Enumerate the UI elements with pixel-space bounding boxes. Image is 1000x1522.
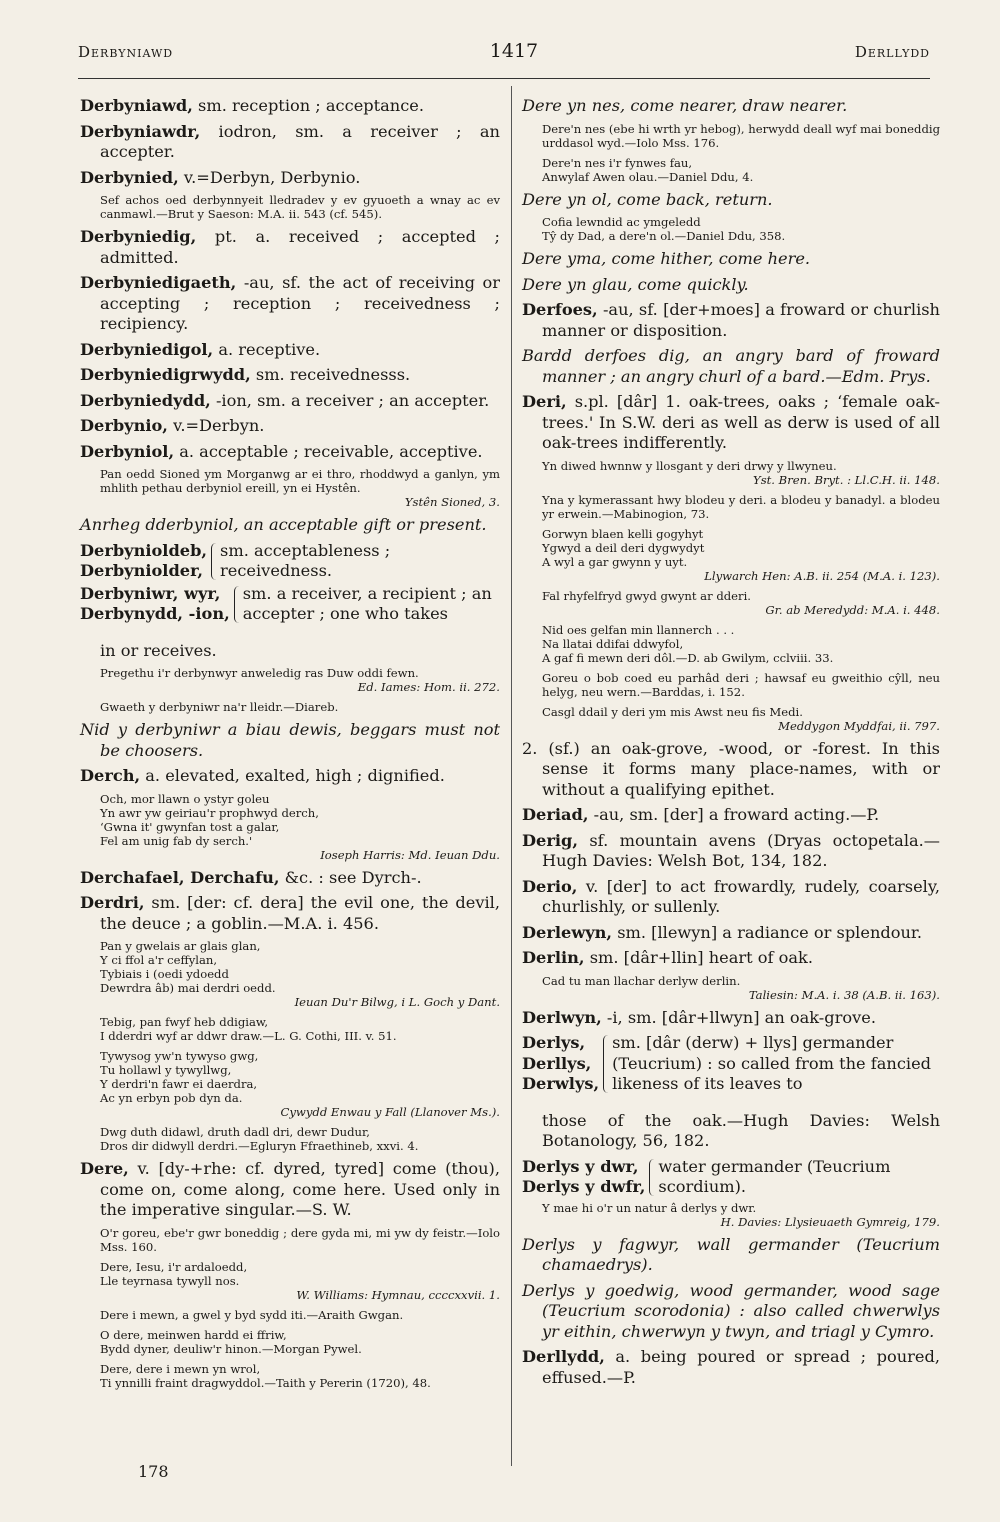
dictionary-entry — [522, 392, 940, 454]
citation-line: Ac yn erbyn pob dyn da. — [100, 1091, 243, 1106]
dictionary-entry — [80, 227, 500, 268]
headword-group — [522, 1157, 645, 1198]
dictionary-entry — [80, 442, 500, 463]
citation-source: Taliesin: M.A. i. 38 (A.B. ii. 163). — [748, 987, 940, 1002]
dictionary-entry — [522, 805, 940, 826]
citation-block — [100, 1226, 500, 1254]
citation-block — [100, 1260, 500, 1302]
idiom-entry: Bardd derfoes dig, an angry bard of froward manner ; an angry churl of a bard.—Edm. Prys. — [522, 346, 940, 386]
citation-line: Dros dir didwyll derdri.—Egluryn Ffraethineb, xxvi. 4. — [100, 1139, 419, 1154]
headword: Derllys, — [522, 1053, 592, 1073]
headword: Derlys, — [522, 1033, 586, 1052]
citation-block — [100, 193, 500, 221]
citation-line: Anwylaf Awen olau.—Daniel Ddu, 4. — [542, 169, 754, 184]
headword: Derbyniedigaeth, — [80, 273, 237, 292]
citation-source: Gr. ab Meredydd: M.A. i. 448. — [765, 602, 940, 617]
braced-entry — [80, 584, 500, 625]
dictionary-entry — [80, 340, 500, 361]
definition: a. elevated, exalted, high ; dignified. — [140, 766, 445, 786]
brace-mark — [649, 1159, 654, 1196]
citation-block — [542, 589, 940, 617]
headword-group — [522, 1033, 599, 1095]
definition: v. [der] to act frowardly, rudely, coarsely, churlishly, or sullenly. — [542, 876, 940, 916]
headword: Derwlys, — [522, 1074, 600, 1093]
citation-line: Dere'n nes i'r fynwes fau, — [542, 155, 693, 170]
citation-line: Na llatai ddifai ddwyfol, — [542, 636, 684, 651]
braced-entry — [80, 541, 500, 582]
citation-block — [542, 527, 940, 583]
citation-line: Pan oedd Sioned ym Morganwg ar ei thro, rhoddwyd a ganlyn, ym mhlith pethau derbyniol ereill, yn ei Hystên. — [100, 467, 500, 495]
definition: water germander (Teucrium scordium). — [658, 1156, 891, 1197]
citation-line: Tebig, pan fwyf heb ddigiaw, — [100, 1015, 269, 1030]
citation-block — [542, 974, 940, 1002]
headword: Derbyniedigol, — [80, 339, 214, 359]
citation-block — [542, 122, 940, 150]
headword: Derbyniawdr, — [80, 121, 201, 141]
page-number: 1417 — [489, 40, 539, 62]
running-head-left: Derbyniawd — [78, 43, 174, 61]
headword: Derbyniedydd, — [80, 390, 211, 410]
citation-line: Fel am unig fab dy serch.' — [100, 833, 253, 848]
citation-line: Gorwyn blaen kelli gogyhyt — [542, 526, 704, 541]
dictionary-entry — [80, 416, 500, 437]
dictionary-entry — [522, 739, 940, 801]
citation-line: O'r goreu, ebe'r gwr boneddig ; dere gyda mi, mi yw dy feistr.—Iolo Mss. 160. — [100, 1225, 500, 1254]
idiom-entry: Dere yn glau, come quickly. — [522, 274, 749, 294]
braced-entry — [522, 1157, 940, 1198]
citation-block — [542, 1201, 940, 1229]
citation-block — [100, 700, 500, 714]
citation-block — [100, 1308, 500, 1322]
citation-source: Yst. Bren. Bryt. : Ll.C.H. ii. 148. — [753, 472, 940, 487]
citation-line: A gaf fi mewn deri dôl.—D. ab Gwilym, cclviii. 33. — [542, 650, 834, 665]
definition: -ion, sm. a receiver ; an accepter. — [210, 390, 490, 410]
citation-line: Pregethu i'r derbynwyr anweledig ras Duw oddi fewn. — [100, 666, 419, 681]
headword: Derdri, — [80, 893, 145, 913]
citation-line: Pan y gwelais ar glais glan, — [100, 939, 261, 954]
definition: v.=Derbyn. — [167, 416, 265, 435]
definition: pt. a. received ; accepted ; admitted. — [100, 227, 500, 267]
headword: Derfoes, — [522, 300, 598, 319]
headword: Derbyniolder, — [80, 561, 204, 580]
dictionary-entry — [80, 893, 500, 934]
citation-block — [100, 1015, 500, 1043]
definition: v. [dy-+rhe: cf. dyred, tyred] come (thou), come on, come along, come here. Used only in the imperative singular.—S. W. — [100, 1159, 500, 1220]
left-column — [80, 96, 500, 1396]
dictionary-entry — [522, 948, 940, 969]
headword: Derbyniedigrwydd, — [80, 365, 251, 384]
citation-block — [100, 939, 500, 1009]
citation-line: Ygwyd a deil deri dygwydyt — [542, 540, 705, 555]
dictionary-entry — [522, 300, 940, 341]
headword: Derio, — [522, 876, 578, 896]
citation-line: Y mae hi o'r un natur â derlys y dwr. — [542, 1200, 757, 1215]
dictionary-entry — [80, 766, 500, 787]
idiom-entry: Dere yma, come hither, come here. — [522, 249, 811, 268]
definition: sm. [llewyn] a radiance or splendour. — [612, 922, 923, 942]
headword: Derlin, — [522, 948, 585, 967]
citation-source: Cywydd Enwau y Fall (Llanover Ms.). — [280, 1105, 500, 1120]
braced-entry — [522, 1033, 940, 1095]
citation-line: Dere'n nes (ebe hi wrth yr hebog), herwydd deall wyf mai boneddig urddasol wyd.—Iolo Mss. 176. — [542, 121, 940, 150]
dictionary-entry — [80, 273, 500, 335]
definition: a. being poured or spread ; poured, effused.—P. — [542, 1347, 940, 1387]
definition: sm. [dâr (derw) + llys] germander (Teucrium) : so called from the fancied likeness of its leaves to — [612, 1033, 932, 1093]
citation-block — [542, 156, 940, 184]
headword: Derbynio, — [80, 416, 168, 435]
idiom-entry: Dere yn nes, come nearer, draw nearer. — [522, 96, 848, 115]
headword: Derlys y dwr, — [522, 1156, 639, 1176]
citation-source: Ed. Iames: Hom. ii. 272. — [357, 680, 500, 695]
headword: Derbyniawd, — [80, 96, 193, 115]
citation-source: H. Davies: Llysieuaeth Gymreig, 179. — [720, 1214, 940, 1229]
citation-line: Dere, dere i mewn yn wrol, — [100, 1361, 261, 1376]
headword: Derlwyn, — [522, 1007, 602, 1027]
citation-line: Goreu o bob coed eu parhâd deri ; hawsaf eu gweithio cŷll, neu helyg, neu wern.—Barddas, i. 152. — [542, 670, 940, 699]
definition: v.=Derbyn, Derbynio. — [178, 167, 361, 187]
definition: -au, sf. the act of receiving or accepting ; reception ; receivedness ; recipiency. — [100, 273, 500, 333]
headword: Deri, — [522, 392, 567, 411]
headword: Deriad, — [522, 805, 589, 824]
dictionary-entry — [80, 365, 500, 386]
citation-line: Cofia lewndid ac ymgeledd — [542, 215, 701, 229]
idiom-entry: Nid y derbyniwr a biau dewis, beggars must not be choosers. — [80, 720, 500, 760]
definition: iodron, sm. a receiver ; an accepter. — [100, 121, 500, 161]
definition: -au, sf. [der+moes] a froward or churlish manner or disposition. — [542, 300, 940, 340]
idiom-entry: Derlys y fagwyr, wall germander (Teucrium chamaedrys). — [522, 1234, 940, 1275]
citation-line: Bydd dyner, deuliw'r hinon.—Morgan Pywel. — [100, 1341, 362, 1356]
citation-line: Nid oes gelfan min llannerch . . . — [542, 622, 735, 637]
dictionary-entry — [80, 122, 500, 163]
running-head — [78, 40, 930, 72]
citation-source: Ioseph Harris: Md. Ieuan Ddu. — [320, 847, 500, 862]
citation-source: Meddygon Myddfai, ii. 797. — [778, 718, 940, 733]
citation-block — [100, 792, 500, 862]
citation-block — [542, 459, 940, 487]
definition: sf. mountain avens (Dryas octopetala.—Hugh Davies: Welsh Bot, 134, 182. — [542, 830, 940, 870]
citation-block — [100, 1362, 500, 1390]
definition: 2. (sf.) an oak-grove, -wood, or -forest. In this sense it forms many place-names, with or without a qualifying epithet. — [522, 738, 940, 799]
dictionary-entry — [80, 168, 500, 189]
definition-continuation: those of the oak.—Hugh Davies: Welsh Botanology, 56, 182. — [542, 1110, 940, 1151]
citation-block — [542, 671, 940, 699]
citation-line: I dderdri wyf ar ddwr draw.—L. G. Cothi, III. v. 51. — [100, 1029, 397, 1044]
definition: sm. [dâr+llin] heart of oak. — [584, 948, 813, 967]
definition: sm. a receiver, a recipient ; an accepter ; one who takes — [242, 583, 492, 623]
column-divider — [511, 86, 512, 1466]
idiom-entry: Dere yn ol, come back, return. — [522, 189, 773, 209]
dictionary-entry — [522, 877, 940, 918]
dictionary-entry — [522, 831, 940, 872]
citation-line: Tywysog yw'n tywyso gwg, — [100, 1049, 259, 1064]
headword: Derbynydd, -ion, — [80, 604, 230, 623]
headword: Derch, — [80, 766, 141, 786]
dictionary-entry — [80, 868, 500, 889]
citation-source: W. Williams: Hymnau, ccccxxvii. 1. — [296, 1287, 500, 1302]
dictionary-entry — [80, 1159, 500, 1221]
citation-block — [100, 666, 500, 694]
citation-line: O dere, meinwen hardd ei ffriw, — [100, 1327, 287, 1342]
citation-line: Yn diwed hwnnw y llosgant y deri drwy y llwyneu. — [542, 458, 837, 473]
definition: a. receptive. — [213, 339, 321, 359]
header-rule — [78, 78, 930, 79]
headword: Derbyniedig, — [80, 227, 197, 246]
citation-line: Tŷ dy Dad, a dere'n ol.—Daniel Ddu, 358. — [542, 229, 786, 243]
citation-line: Y derdri'n fawr ei daerdra, — [100, 1077, 258, 1092]
citation-line: Sef achos oed derbynnyeit lledradev y ev gyuoeth a wnay ac ev canmawl.—Brut y Saeson: M.A. ii. 543 (cf. 545). — [100, 193, 500, 221]
citation-line: Ti ynnilli fraint dragwyddol.—Taith y Pererin (1720), 48. — [100, 1375, 431, 1390]
brace-mark — [234, 586, 239, 623]
dictionary-entry — [522, 923, 940, 944]
dictionary-entry — [522, 1008, 940, 1029]
brace-mark — [211, 543, 216, 580]
citation-line: Casgl ddail y deri ym mis Awst neu fis Medi. — [542, 704, 803, 719]
citation-block — [542, 623, 940, 665]
citation-block — [542, 493, 940, 521]
citation-source: Ieuan Du'r Bilwg, i L. Goch y Dant. — [294, 995, 500, 1010]
citation-line: Dere, Iesu, i'r ardaloedd, — [100, 1259, 248, 1274]
headword: Derlys y dwfr, — [522, 1177, 646, 1197]
definition: &c. : see Dyrch-. — [279, 867, 422, 887]
headword: Derig, — [522, 830, 578, 850]
headword: Derbyniwr, wyr, — [80, 583, 221, 603]
dictionary-entry — [80, 96, 500, 117]
running-head-right: Derllydd — [854, 43, 930, 61]
definition: s.pl. [dâr] 1. oak-trees, oaks ; ‘female oak-trees.' In S.W. deri as well as derw is used of all oak-trees indifferently. — [542, 392, 940, 452]
right-column — [522, 96, 940, 1393]
dictionary-entry — [80, 391, 500, 412]
definition: sm. reception ; acceptance. — [192, 96, 425, 115]
citation-line: Tybiais i (oedi ydoedd — [100, 967, 229, 982]
citation-line: Dewrdra âb) mai derdri oedd. — [100, 981, 276, 996]
citation-block — [100, 1328, 500, 1356]
citation-line: Lle teyrnasa tywyll nos. — [100, 1273, 240, 1288]
definition: -i, sm. [dâr+llwyn] an oak-grove. — [601, 1007, 876, 1027]
citation-source: Ystên Sioned, 3. — [404, 495, 500, 509]
idiom-entry: Anrheg dderbyniol, an acceptable gift or present. — [80, 515, 487, 534]
headword-group — [80, 584, 230, 625]
idiom-entry: Derlys y goedwig, wood germander, wood sage (Teucrium scorodonia) : also called chwerwlys yr eithin, chwerwyn y twyn, and triagl y Cymro. — [522, 1280, 940, 1341]
citation-line: Dwg duth didawl, druth dadl dri, dewr Dudur, — [100, 1125, 370, 1140]
citation-line: Y ci ffol a'r ceffylan, — [100, 953, 218, 968]
citation-line: Yna y kymerassant hwy blodeu y deri. a blodeu y banadyl. a blodeu yr erwein.—Mabinogion, 73. — [542, 492, 940, 521]
citation-line: Yn awr yw geiriau'r prophwyd derch, — [100, 805, 319, 820]
headword: Derchafael, Derchafu, — [80, 867, 280, 887]
citation-line: Dere i mewn, a gwel y byd sydd iti.—Araith Gwgan. — [100, 1307, 404, 1322]
headword: Derllydd, — [522, 1347, 605, 1367]
citation-block — [100, 1049, 500, 1119]
citation-line: ‘Gwna it' gwynfan tost a galar, — [100, 819, 280, 834]
headword: Derbynied, — [80, 167, 179, 187]
citation-line: Och, mor llawn o ystyr goleu — [100, 791, 270, 806]
definition: a. acceptable ; receivable, acceptive. — [174, 441, 483, 461]
citation-block — [100, 1125, 500, 1153]
citation-block — [542, 215, 940, 243]
headword: Dere, — [80, 1159, 129, 1179]
citation-block — [542, 705, 940, 733]
definition: sm. [der: cf. dera] the evil one, the devil, the deuce ; a goblin.—M.A. i. 456. — [100, 893, 500, 933]
brace-mark — [603, 1035, 608, 1093]
headword: Derbynioldeb, — [80, 540, 208, 560]
citation-block — [100, 467, 500, 509]
headword-group — [80, 541, 207, 582]
headword: Derlewyn, — [522, 922, 613, 942]
definition: sm. acceptableness ; receivedness. — [220, 540, 391, 580]
citation-line: Tu hollawl y tywyllwg, — [100, 1063, 232, 1078]
headword: Derbyniol, — [80, 441, 175, 461]
citation-line: Cad tu man llachar derlyw derlin. — [542, 973, 741, 988]
citation-line: Gwaeth y derbyniwr na'r lleidr.—Diareb. — [100, 700, 339, 715]
definition: -au, sm. [der] a froward acting.—P. — [588, 805, 880, 824]
definition-continuation: in or receives. — [100, 640, 217, 660]
definition: sm. receivednesss. — [250, 365, 411, 384]
citation-line: Fal rhyfelfryd gwyd gwynt ar dderi. — [542, 588, 751, 603]
citation-line: A wyl a gar gwynn y uyt. — [542, 554, 688, 569]
citation-source: Llywarch Hen: A.B. ii. 254 (M.A. i. 123). — [704, 568, 940, 583]
dictionary-entry — [522, 1347, 940, 1388]
signature-mark: 178 — [138, 1462, 169, 1481]
